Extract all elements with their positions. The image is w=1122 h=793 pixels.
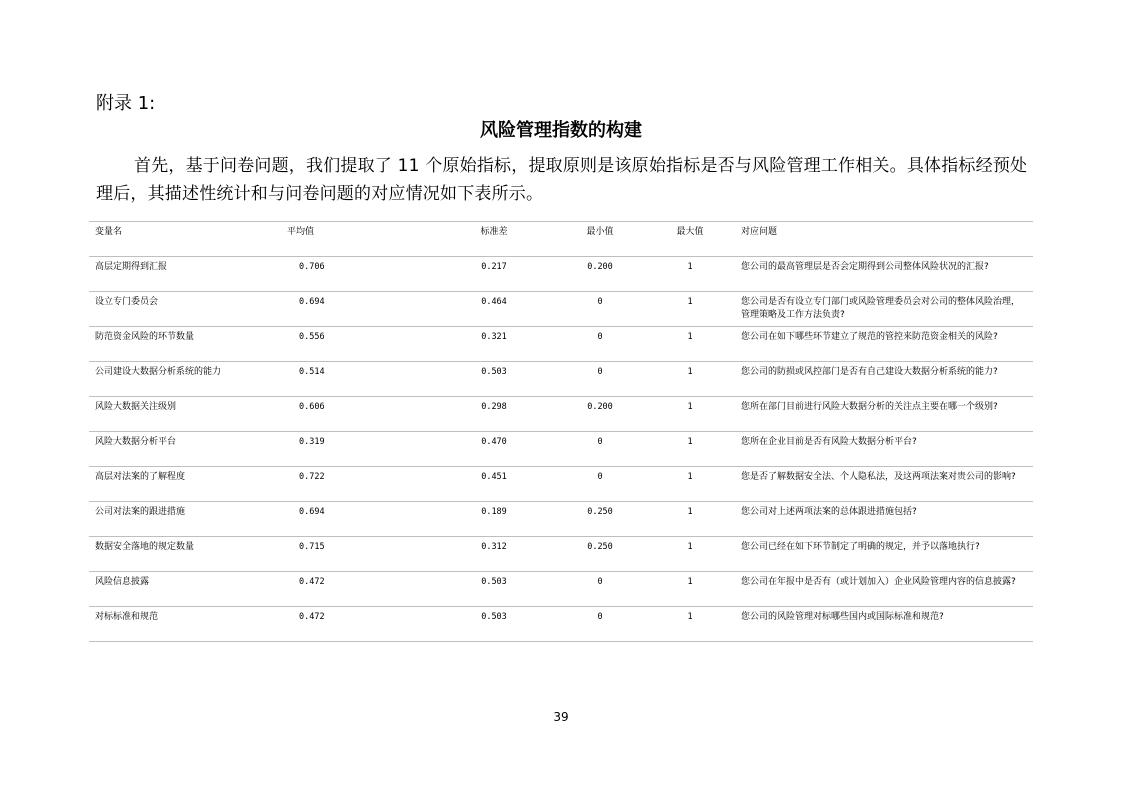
cell-question: 您公司的最高管理层是否会定期得到公司整体风险状况的汇报? bbox=[735, 257, 1033, 292]
cell-mean: 0.556 bbox=[281, 327, 433, 362]
cell-std-dev: 0.298 bbox=[433, 397, 555, 432]
cell-question: 您公司已经在如下环节制定了明确的规定，并予以落地执行? bbox=[735, 537, 1033, 572]
cell-std-dev: 0.217 bbox=[433, 257, 555, 292]
cell-min: 0.250 bbox=[555, 537, 645, 572]
table-row bbox=[89, 292, 1033, 327]
cell-max: 1 bbox=[645, 607, 735, 642]
table-row bbox=[89, 537, 1033, 572]
cell-max: 1 bbox=[645, 467, 735, 502]
table-row bbox=[89, 467, 1033, 502]
cell-min: 0.250 bbox=[555, 502, 645, 537]
header-min: 最小值 bbox=[555, 222, 645, 257]
cell-std-dev: 0.189 bbox=[433, 502, 555, 537]
cell-max: 1 bbox=[645, 572, 735, 607]
cell-max: 1 bbox=[645, 257, 735, 292]
cell-std-dev: 0.503 bbox=[433, 362, 555, 397]
table-row bbox=[89, 257, 1033, 292]
table-row bbox=[89, 607, 1033, 642]
cell-std-dev: 0.451 bbox=[433, 467, 555, 502]
cell-min: 0 bbox=[555, 432, 645, 467]
table-row bbox=[89, 432, 1033, 467]
cell-mean: 0.472 bbox=[281, 572, 433, 607]
cell-question: 您公司在年报中是否有（或计划加入）企业风险管理内容的信息披露? bbox=[735, 572, 1033, 607]
page-title: 风险管理指数的构建 bbox=[480, 120, 642, 141]
cell-std-dev: 0.321 bbox=[433, 327, 555, 362]
cell-max: 1 bbox=[645, 327, 735, 362]
table-header-row bbox=[89, 222, 1033, 257]
table-row bbox=[89, 327, 1033, 362]
cell-question: 您所在部门目前进行风险大数据分析的关注点主要在哪一个级别? bbox=[735, 397, 1033, 432]
cell-variable-name: 风险信息披露 bbox=[89, 572, 281, 607]
intro-paragraph: 首先，基于问卷问题，我们提取了 11 个原始指标，提取原则是该原始指标是否与风险管理工作相关。具体指标经预处理后，其描述性统计和与问卷问题的对应情况如下表所示。 bbox=[96, 156, 1028, 204]
descriptive-stats-table bbox=[89, 221, 1033, 642]
cell-max: 1 bbox=[645, 362, 735, 397]
table-row bbox=[89, 362, 1033, 397]
cell-max: 1 bbox=[645, 432, 735, 467]
cell-variable-name: 公司对法案的跟进措施 bbox=[89, 502, 281, 537]
cell-min: 0 bbox=[555, 362, 645, 397]
cell-question: 您公司对上述两项法案的总体跟进措施包括? bbox=[735, 502, 1033, 537]
cell-question: 您公司的防损或风控部门是否有自己建设大数据分析系统的能力? bbox=[735, 362, 1033, 397]
cell-max: 1 bbox=[645, 292, 735, 327]
cell-variable-name: 对标标准和规范 bbox=[89, 607, 281, 642]
cell-std-dev: 0.464 bbox=[433, 292, 555, 327]
cell-mean: 0.472 bbox=[281, 607, 433, 642]
cell-variable-name: 高层对法案的了解程度 bbox=[89, 467, 281, 502]
cell-mean: 0.514 bbox=[281, 362, 433, 397]
header-max: 最大值 bbox=[645, 222, 735, 257]
header-std-dev: 标准差 bbox=[433, 222, 555, 257]
cell-min: 0 bbox=[555, 607, 645, 642]
cell-std-dev: 0.503 bbox=[433, 572, 555, 607]
cell-variable-name: 数据安全落地的规定数量 bbox=[89, 537, 281, 572]
page-number: 39 bbox=[553, 710, 569, 724]
cell-variable-name: 设立专门委员会 bbox=[89, 292, 281, 327]
cell-question: 您公司的风险管理对标哪些国内或国际标准和规范? bbox=[735, 607, 1033, 642]
header-mean: 平均值 bbox=[281, 222, 433, 257]
cell-mean: 0.715 bbox=[281, 537, 433, 572]
cell-question: 您所在企业目前是否有风险大数据分析平台? bbox=[735, 432, 1033, 467]
header-question: 对应问题 bbox=[735, 222, 1033, 257]
cell-min: 0.200 bbox=[555, 397, 645, 432]
cell-std-dev: 0.312 bbox=[433, 537, 555, 572]
cell-std-dev: 0.503 bbox=[433, 607, 555, 642]
cell-question: 您公司是否有设立专门部门或风险管理委员会对公司的整体风险治理，管理策略及工作方法负责? bbox=[735, 292, 1033, 327]
cell-mean: 0.706 bbox=[281, 257, 433, 292]
cell-mean: 0.722 bbox=[281, 467, 433, 502]
cell-mean: 0.694 bbox=[281, 502, 433, 537]
cell-max: 1 bbox=[645, 537, 735, 572]
table-row bbox=[89, 397, 1033, 432]
table-row bbox=[89, 572, 1033, 607]
cell-min: 0 bbox=[555, 467, 645, 502]
cell-variable-name: 防范资金风险的环节数量 bbox=[89, 327, 281, 362]
cell-question: 您是否了解数据安全法、个人隐私法，及这两项法案对贵公司的影响? bbox=[735, 467, 1033, 502]
cell-variable-name: 公司建设大数据分析系统的能力 bbox=[89, 362, 281, 397]
cell-min: 0 bbox=[555, 327, 645, 362]
appendix-heading: 附录 1: bbox=[96, 93, 156, 114]
cell-max: 1 bbox=[645, 397, 735, 432]
cell-variable-name: 风险大数据分析平台 bbox=[89, 432, 281, 467]
cell-std-dev: 0.470 bbox=[433, 432, 555, 467]
header-variable-name: 变量名 bbox=[89, 222, 281, 257]
cell-mean: 0.694 bbox=[281, 292, 433, 327]
cell-mean: 0.319 bbox=[281, 432, 433, 467]
cell-min: 0 bbox=[555, 572, 645, 607]
table-row bbox=[89, 502, 1033, 537]
cell-max: 1 bbox=[645, 502, 735, 537]
cell-question: 您公司在如下哪些环节建立了规范的管控来防范资金相关的风险? bbox=[735, 327, 1033, 362]
cell-min: 0 bbox=[555, 292, 645, 327]
cell-variable-name: 高层定期得到汇报 bbox=[89, 257, 281, 292]
cell-variable-name: 风险大数据关注级别 bbox=[89, 397, 281, 432]
cell-mean: 0.606 bbox=[281, 397, 433, 432]
cell-min: 0.200 bbox=[555, 257, 645, 292]
